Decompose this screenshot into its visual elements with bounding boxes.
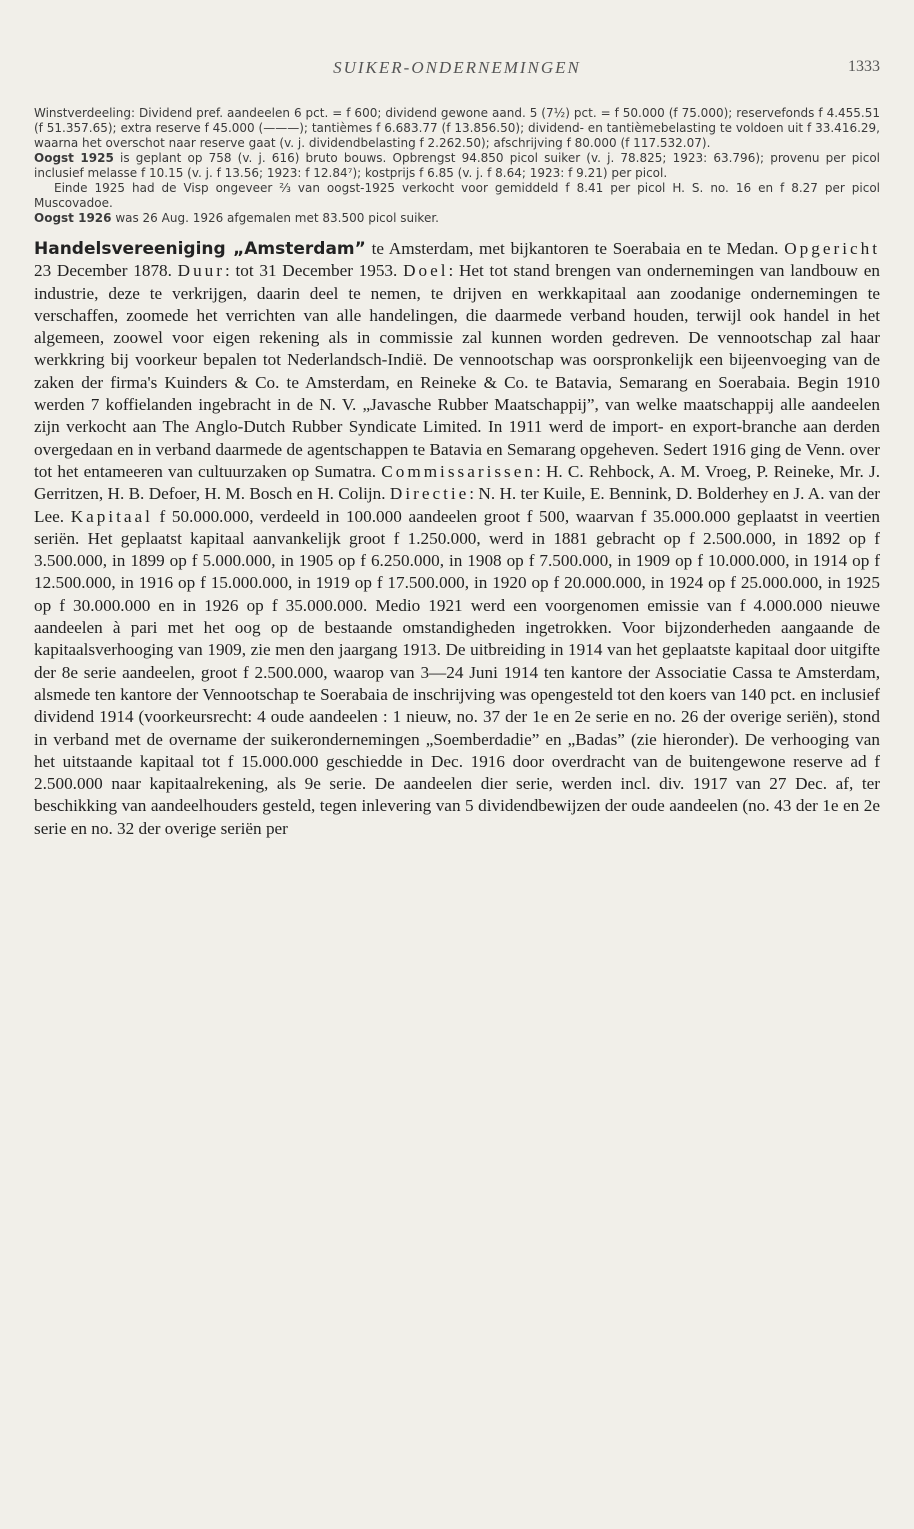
einde-1925-paragraph: Einde 1925 had de Visp ongeveer ⅔ van oogst-1925 verkocht voor gemiddeld f 8.41 per picol H. S. no. 16 en f 8.27 per picol Muscovadoe. [34, 181, 880, 210]
oogst-1925-paragraph [34, 151, 880, 181]
entry-text-4: : Het tot stand brengen van ondernemingen van landbouw en industrie, deze te verkrijgen, daarin deel te nemen, te drijven en werkkapitaal aan zoodanige ondernemingen te verschaffen, zoomede het verrichten van alle handelingen, die daarmede verband houden, terwijl ook handel in het algemeen, zoowel voor eigen rekening als in commissie zal kunnen worden gedreven. De vennootschap zal haar werkkring bij voorkeur bepalen tot Nederlandsch-Indië. De vennootschap was oorspronkelijk een bijeenvoeging van de zaken der firma's Kuinders & Co. te Amsterdam, en Reineke & Co. te Batavia, Semarang en Soerabaia. Begin 1910 werden 7 koffielanden ingebracht in de N. V. „Javasche Rubber Maatschappij”, van welke maatschappij alle aandeelen zijn verkocht aan The Anglo-Dutch Rubber Syndicate Limited. In 1911 werd de import- en export-branche aan derden overgedaan en in verband daarmede de agentschappen te Batavia en Semarang opgeheven. Sedert 1916 ging de Venn. over tot het entameeren van cultuurzaken op Sumatra. [34, 261, 880, 481]
label-directie: Directie [389, 484, 470, 504]
main-entry [34, 238, 880, 840]
label-commissarissen: Commissarissen [381, 461, 536, 481]
label-duur: Duur [177, 261, 225, 281]
oogst-1926-label: Oogst 1926 [34, 211, 112, 225]
page [34, 58, 880, 840]
company-title: Handelsvereeniging „Amsterdam” [34, 239, 366, 259]
entry-text-5: : H. C. Rehbock, A. M. Vroeg, P. Reineke, Mr. J. Gerritzen, H. B. Defoer, H. M. Bosch en H. Colijn. [34, 461, 880, 504]
page-number: 1333 [848, 58, 880, 75]
entry-text-2: 23 December 1878. [34, 261, 178, 281]
label-kapitaal: Kapitaal [70, 506, 153, 526]
oogst-1926-paragraph [34, 211, 880, 226]
label-doel: Doel [403, 261, 449, 281]
page-header [34, 58, 880, 88]
winstverdeeling-paragraph: Winstverdeeling: Dividend pref. aandeelen 6 pct. = f 600; dividend gewone aand. 5 (7½) pct. = f 50.000 (f 75.000); reservefonds f 4.455.51 (f 51.357.65); extra reserve f 45.000 (———); tantièmes f 6.683.77 (f 13.856.50); dividend- en tantièmebelasting te voldoen uit f 33.416.29, waarna het overschot naar reserve gaat (v. j. dividendbelasting f 2.262.50); afschrijving f 80.000 (f 117.532.07). [34, 106, 880, 150]
entry-text-3: : tot 31 December 1953. [225, 261, 404, 281]
small-print-section [34, 106, 880, 226]
entry-text-7: f 50.000.000, verdeeld in 100.000 aandeelen groot f 500, waarvan f 35.000.000 geplaatst in veertien seriën. Het geplaatst kapitaal aanvankelijk groot f 1.250.000, werd in 1881 gebracht op f 2.500.000, in 1892 op f 3.500.000, in 1899 op f 5.000.000, in 1905 op f 6.250.000, in 1908 op f 7.500.000, in 1909 op f 10.000.000, in 1914 op f 12.500.000, in 1916 op f 15.000.000, in 1919 op f 17.500.000, in 1920 op f 20.000.000, in 1924 op f 25.000.000, in 1925 op f 30.000.000 en in 1926 op f 35.000.000. Medio 1921 werd een voorgenomen emissie van f 4.000.000 nieuwe aandeelen à pari met het oog op de bestaande omstandigheden ingetrokken. Voor bijzonderheden aangaande de kapitaalsverhooging van 1909, zie men den jaargang 1913. De uitbreiding in 1914 van het geplaatste kapitaal door uitgifte der 8e serie aandeelen, groot f 2.500.000, waarop van 3—24 Juni 1914 ten kantore der Associatie Cassa te Amsterdam, alsmede ten kantore der Vennootschap te Soerabaia de inschrijving was opengesteld tot den koers van 140 pct. en inclusief dividend 1914 (voorkeursrecht: 4 oude aandeelen : 1 nieuw, no. 37 der 1e en 2e serie en no. 26 der overige seriën), stond in verband met de overname der suikerondernemingen „Soemberdadie” en „Badas” (zie hieronder). De verhooging van het uitstaande kapitaal tot f 15.000.000 geschiedde in Dec. 1916 door overdracht van de buitengewone reserve ad f 2.500.000 naar kapitaalrekening, als 9e serie. De aandeelen dier serie, werden incl. div. 1917 van 27 Dec. af, ter beschikking van aandeelhouders gesteld, tegen inlevering van 5 dividendbewijzen der oude aandeelen (no. 43 der 1e en 2e serie en no. 32 der overige seriën per [34, 506, 880, 838]
entry-text-1: te Amsterdam, met bijkantoren te Soerabaia en te Medan. [365, 239, 785, 258]
entry-text-6: : N. H. ter Kuile, E. Bennink, D. Bolderhey en J. A. van der Lee. [34, 484, 880, 526]
oogst-1925-text: is geplant op 758 (v. j. 616) bruto bouws. Opbrengst 94.850 picol suiker (v. j. 78.825; 1923: 63.796); provenu per picol inclusief melasse f 10.15 (v. j. f 13.56; 1923: f 12.84⁷); kostprijs f 6.85 (v. j. f 8.64; 1923: f 9.21) per picol. [34, 151, 880, 180]
oogst-1926-text: was 26 Aug. 1926 afgemalen met 83.500 picol suiker. [111, 211, 439, 225]
oogst-1925-label: Oogst 1925 [34, 151, 114, 165]
running-title: SUIKER-ONDERNEMINGEN [333, 58, 581, 77]
label-opgericht: Opgericht [784, 239, 880, 258]
